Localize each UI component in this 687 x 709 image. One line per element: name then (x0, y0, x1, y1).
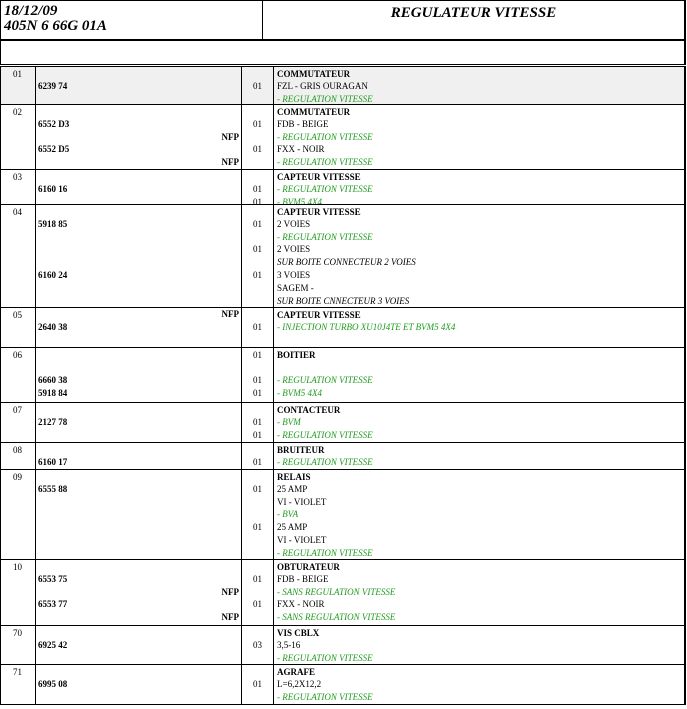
group-number: 04 (13, 207, 22, 217)
description-line: - BVM (277, 417, 301, 427)
description-line: SUR BOITE CNNECTEUR 3 VOIES (277, 296, 410, 306)
quantity: 03 (253, 640, 262, 650)
part-name: VIS CBLX (277, 628, 320, 638)
description-line: 3,5-16 (277, 640, 301, 650)
quantity: 01 (253, 457, 262, 467)
description-line: 25 AMP (277, 522, 308, 532)
quantity: 01 (253, 484, 262, 494)
part-reference: 6160 24 (38, 270, 68, 280)
group-number: 71 (13, 667, 22, 677)
quantity: 01 (253, 679, 262, 689)
description-line: 25 AMP (277, 484, 308, 494)
quantity: 01 (253, 574, 262, 584)
table-row (1, 204, 684, 307)
quantity: 01 (253, 119, 262, 129)
description-line: - SANS REGULATION VITESSE (277, 612, 396, 622)
group-number: 70 (13, 628, 22, 638)
nfp-flag: NFP (221, 612, 239, 622)
description-line: - REGULATION VITESSE (277, 457, 373, 467)
column-divider (241, 348, 242, 402)
column-divider (273, 443, 274, 469)
document-header (0, 0, 686, 40)
quantity: 01 (253, 599, 262, 609)
column-divider (273, 205, 274, 307)
part-name: CAPTEUR VITESSE (277, 310, 361, 320)
table-row (1, 169, 684, 207)
column-divider (35, 443, 36, 469)
column-divider (35, 205, 36, 307)
column-divider (241, 560, 242, 625)
description-line: - REGULATION VITESSE (277, 430, 373, 440)
nfp-flag: NFP (221, 309, 239, 319)
nfp-flag: NFP (221, 132, 239, 142)
group-number: 10 (13, 562, 22, 572)
column-divider (273, 348, 274, 402)
part-name: RELAIS (277, 472, 311, 482)
table-row (1, 469, 684, 559)
quantity: 01 (253, 388, 262, 398)
quantity: 01 (253, 219, 262, 229)
part-name: COMMUTATEUR (277, 69, 351, 79)
description-line: VI - VIOLET (277, 535, 327, 545)
description-line: - REGULATION VITESSE (277, 132, 373, 142)
part-reference: 6552 D5 (38, 144, 70, 154)
part-reference: 5918 85 (38, 219, 68, 229)
description-line: FXX - NOIR (277, 599, 325, 609)
column-divider (35, 626, 36, 664)
column-divider (241, 665, 242, 704)
description-line: FDB - BEIGE (277, 574, 329, 584)
group-number: 08 (13, 445, 22, 455)
description-line: - INJECTION TURBO XU10J4TE ET BVM5 4X4 (277, 322, 456, 332)
description-line: FDB - BEIGE (277, 119, 329, 129)
table-row (1, 307, 684, 347)
column-divider (35, 403, 36, 442)
column-divider (35, 67, 36, 104)
part-reference: 2640 38 (38, 322, 68, 332)
table-row (1, 104, 684, 169)
page-title: REGULATEUR VITESSE (390, 5, 557, 21)
column-divider (35, 170, 36, 204)
description-line: - REGULATION VITESSE (277, 157, 373, 167)
part-reference: 6160 16 (38, 184, 68, 194)
column-divider (241, 105, 242, 169)
column-divider (241, 205, 242, 307)
quantity: 01 (253, 375, 262, 385)
part-reference: 6553 75 (38, 574, 68, 584)
table-row (1, 625, 684, 664)
column-divider (273, 170, 274, 204)
description-line: - REGULATION VITESSE (277, 653, 373, 663)
description-line: SUR BOITE CONNECTEUR 2 VOIES (277, 257, 416, 267)
column-divider (273, 308, 274, 347)
quantity: 01 (253, 184, 262, 194)
quantity: 01 (253, 322, 262, 332)
part-reference: 6239 74 (38, 81, 68, 91)
column-divider (241, 67, 242, 104)
column-divider (241, 626, 242, 664)
column-divider (241, 443, 242, 469)
column-divider (35, 470, 36, 559)
column-divider (35, 560, 36, 625)
column-divider (273, 403, 274, 442)
description-line: FZL - GRIS OURAGAN (277, 81, 368, 91)
description-line: VI - VIOLET (277, 497, 327, 507)
description-line: - REGULATION VITESSE (277, 232, 373, 242)
quantity: 01 (253, 144, 262, 154)
description-line: - BVA (277, 509, 299, 519)
part-reference: 2127 78 (38, 417, 68, 427)
column-divider (273, 626, 274, 664)
quantity: 01 (253, 522, 262, 532)
group-number: 05 (13, 310, 22, 320)
column-divider (35, 665, 36, 704)
column-divider (273, 470, 274, 559)
description-line: - BVM5 4X4 (277, 197, 322, 207)
quantity: 01 (253, 417, 262, 427)
column-divider (35, 348, 36, 402)
part-name: AGRAFE (277, 667, 315, 677)
description-line: 2 VOIES (277, 219, 311, 229)
description-line: 2 VOIES (277, 244, 311, 254)
header-code: 405N 6 66G 01A (4, 18, 107, 34)
description-line: SAGEM - (277, 283, 314, 293)
column-divider (241, 470, 242, 559)
description-line: - REGULATION VITESSE (277, 184, 373, 194)
part-reference: 6925 42 (38, 640, 68, 650)
description-line: - REGULATION VITESSE (277, 692, 373, 702)
part-name: OBTURATEUR (277, 562, 340, 572)
header-date: 18/12/09 (4, 3, 58, 19)
part-reference: 6160 17 (38, 457, 68, 467)
table-row (1, 664, 684, 704)
column-divider (273, 665, 274, 704)
table-row (1, 559, 684, 625)
part-reference: 6555 88 (38, 484, 68, 494)
part-name: BRUITEUR (277, 445, 325, 455)
quantity: 01 (253, 81, 262, 91)
header-info (4, 4, 107, 34)
description-line: 3 VOIES (277, 270, 311, 280)
quantity: 01 (253, 350, 262, 360)
description-line: - REGULATION VITESSE (277, 548, 373, 558)
group-number: 07 (13, 405, 22, 415)
part-name: CAPTEUR VITESSE (277, 207, 361, 217)
group-number: 01 (13, 69, 22, 79)
table-row (1, 66, 684, 104)
column-divider (273, 67, 274, 104)
description-line: - BVM5 4X4 (277, 388, 322, 398)
column-divider (273, 105, 274, 169)
part-name: BOITIER (277, 350, 316, 360)
column-divider (273, 560, 274, 625)
table-row (1, 347, 684, 402)
group-number: 06 (13, 350, 22, 360)
column-divider (241, 170, 242, 204)
part-reference: 6995 08 (38, 679, 68, 689)
part-name: CAPTEUR VITESSE (277, 172, 361, 182)
quantity: 01 (253, 270, 262, 280)
part-reference: 5918 84 (38, 388, 68, 398)
description-line: - SANS REGULATION VITESSE (277, 587, 396, 597)
table-row (1, 402, 684, 442)
part-reference: 6552 D3 (38, 119, 70, 129)
column-divider (241, 403, 242, 442)
quantity: 01 (253, 197, 262, 207)
nfp-flag: NFP (221, 587, 239, 597)
description-line: - REGULATION VITESSE (277, 375, 373, 385)
group-number: 09 (13, 472, 22, 482)
part-reference: 6553 77 (38, 599, 68, 609)
table-row (1, 442, 684, 469)
column-divider (241, 308, 242, 347)
group-number: 02 (13, 107, 22, 117)
column-divider (35, 105, 36, 169)
quantity: 01 (253, 244, 262, 254)
blank-header-row (0, 40, 686, 65)
description-line: FXX - NOIR (277, 144, 325, 154)
part-reference: 6660 38 (38, 375, 68, 385)
group-number: 03 (13, 172, 22, 182)
description-line: - REGULATION VITESSE (277, 94, 373, 104)
nfp-flag: NFP (221, 157, 239, 167)
parts-table (0, 66, 686, 705)
column-divider (35, 308, 36, 347)
part-name: COMMUTATEUR (277, 107, 351, 117)
description-line: L=6,2X12,2 (277, 679, 322, 689)
quantity: 01 (253, 430, 262, 440)
part-name: CONTACTEUR (277, 405, 341, 415)
